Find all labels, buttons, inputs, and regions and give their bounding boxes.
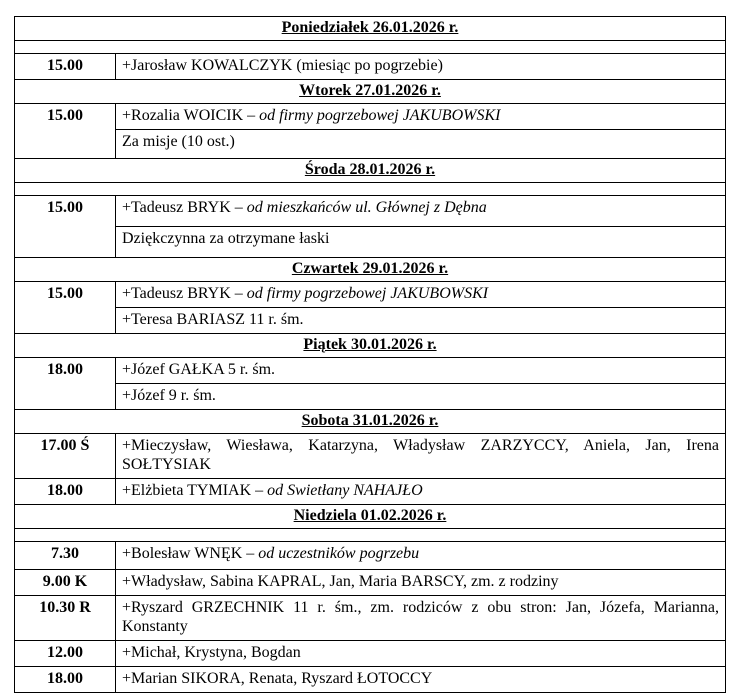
mass-row [15, 667, 726, 693]
mass-row [15, 308, 726, 334]
spacer-row [15, 41, 726, 54]
mass-intention [116, 130, 726, 159]
mass-intention [116, 667, 726, 693]
mass-row [15, 641, 726, 667]
intention-text: +Bolesław WNĘK – [122, 545, 259, 562]
mass-time: 18.00 [15, 479, 116, 505]
mass-intention [116, 542, 726, 570]
intention-text: +Józef GAŁKA 5 r. śm. [122, 361, 276, 378]
mass-time: 10.30 R [15, 596, 116, 641]
mass-intention [116, 104, 726, 130]
mass-time: 12.00 [15, 641, 116, 667]
spacer-cell [15, 529, 726, 542]
mass-row [15, 196, 726, 227]
intention-text: +Józef 9 r. śm. [122, 387, 216, 404]
intention-text: +Władysław, Sabina KAPRAL, Jan, Maria BARSCY, zm. z rodziny [122, 573, 559, 590]
mass-intention [116, 308, 726, 334]
spacer-row [15, 183, 726, 196]
day-header [15, 505, 726, 529]
mass-intention [116, 479, 726, 505]
mass-row [15, 596, 726, 641]
day-title: Czwartek 29.01.2026 r. [15, 258, 726, 282]
spacer-row [15, 529, 726, 542]
mass-time: 18.00 [15, 358, 116, 410]
mass-time: 15.00 [15, 54, 116, 80]
intention-text: Dziękczynna za otrzymane łaski [122, 230, 330, 247]
mass-intention [116, 596, 726, 641]
day-title: Środa 28.01.2026 r. [15, 159, 726, 183]
mass-row [15, 358, 726, 384]
mass-intention [116, 196, 726, 227]
mass-row [15, 282, 726, 308]
intention-text: +Mieczysław, Wiesława, Katarzyna, Władysław ZARZYCCY, Aniela, Jan, Irena SOŁTYSIAK [122, 437, 719, 473]
mass-time: 15.00 [15, 282, 116, 334]
mass-schedule-table [14, 16, 726, 693]
intention-text: +Elżbieta TYMIAK – [122, 482, 268, 499]
mass-row [15, 434, 726, 479]
mass-time: 15.00 [15, 104, 116, 159]
mass-row [15, 104, 726, 130]
intention-text: +Tadeusz BRYK – [122, 199, 247, 216]
intention-text: +Jarosław KOWALCZYK (miesiąc po pogrzebie) [122, 57, 443, 74]
intention-text: +Michał, Krystyna, Bogdan [122, 644, 301, 661]
mass-row [15, 570, 726, 596]
mass-row [15, 542, 726, 570]
day-title: Piątek 30.01.2026 r. [15, 334, 726, 358]
mass-intention [116, 434, 726, 479]
mass-time: 15.00 [15, 196, 116, 258]
intention-offered-by: od mieszkańców ul. Głównej z Dębna [246, 199, 487, 216]
intention-text: +Rozalia WOICIK – [122, 107, 260, 124]
mass-row [15, 54, 726, 80]
mass-intention [116, 570, 726, 596]
day-title: Sobota 31.01.2026 r. [15, 410, 726, 434]
intention-text: +Marian SIKORA, Renata, Ryszard ŁOTOCCY [122, 670, 433, 687]
intention-offered-by: od firmy pogrzebowej JAKUBOWSKI [259, 107, 501, 124]
mass-time: 9.00 K [15, 570, 116, 596]
intention-offered-by: od uczestników pogrzebu [258, 545, 420, 562]
intention-text: +Tadeusz BRYK – [122, 285, 247, 302]
spacer-cell [15, 41, 726, 54]
mass-time: 7.30 [15, 542, 116, 570]
spacer-cell [15, 183, 726, 196]
day-header [15, 17, 726, 41]
intention-text: Za misje (10 ost.) [122, 133, 235, 150]
intention-offered-by: od Swietłany NAHAJŁO [267, 482, 423, 499]
mass-row [15, 384, 726, 410]
mass-intention [116, 282, 726, 308]
mass-intention [116, 384, 726, 410]
intention-offered-by: od firmy pogrzebowej JAKUBOWSKI [246, 285, 489, 302]
mass-time: 17.00 Ś [15, 434, 116, 479]
day-header [15, 258, 726, 282]
day-header [15, 410, 726, 434]
day-title: Wtorek 27.01.2026 r. [15, 80, 726, 104]
mass-intention [116, 358, 726, 384]
mass-intention [116, 641, 726, 667]
mass-time: 18.00 [15, 667, 116, 693]
mass-intention [116, 54, 726, 80]
day-title: Niedziela 01.02.2026 r. [15, 505, 726, 529]
day-header [15, 334, 726, 358]
mass-row [15, 479, 726, 505]
day-header [15, 159, 726, 183]
mass-intention [116, 227, 726, 258]
mass-row [15, 130, 726, 159]
day-title: Poniedziałek 26.01.2026 r. [15, 17, 726, 41]
day-header [15, 80, 726, 104]
intention-text: +Teresa BARIASZ 11 r. śm. [122, 311, 304, 328]
mass-row [15, 227, 726, 258]
intention-text: +Ryszard GRZECHNIK 11 r. śm., zm. rodziców z obu stron: Jan, Józefa, Marianna, Konstanty [122, 599, 719, 635]
